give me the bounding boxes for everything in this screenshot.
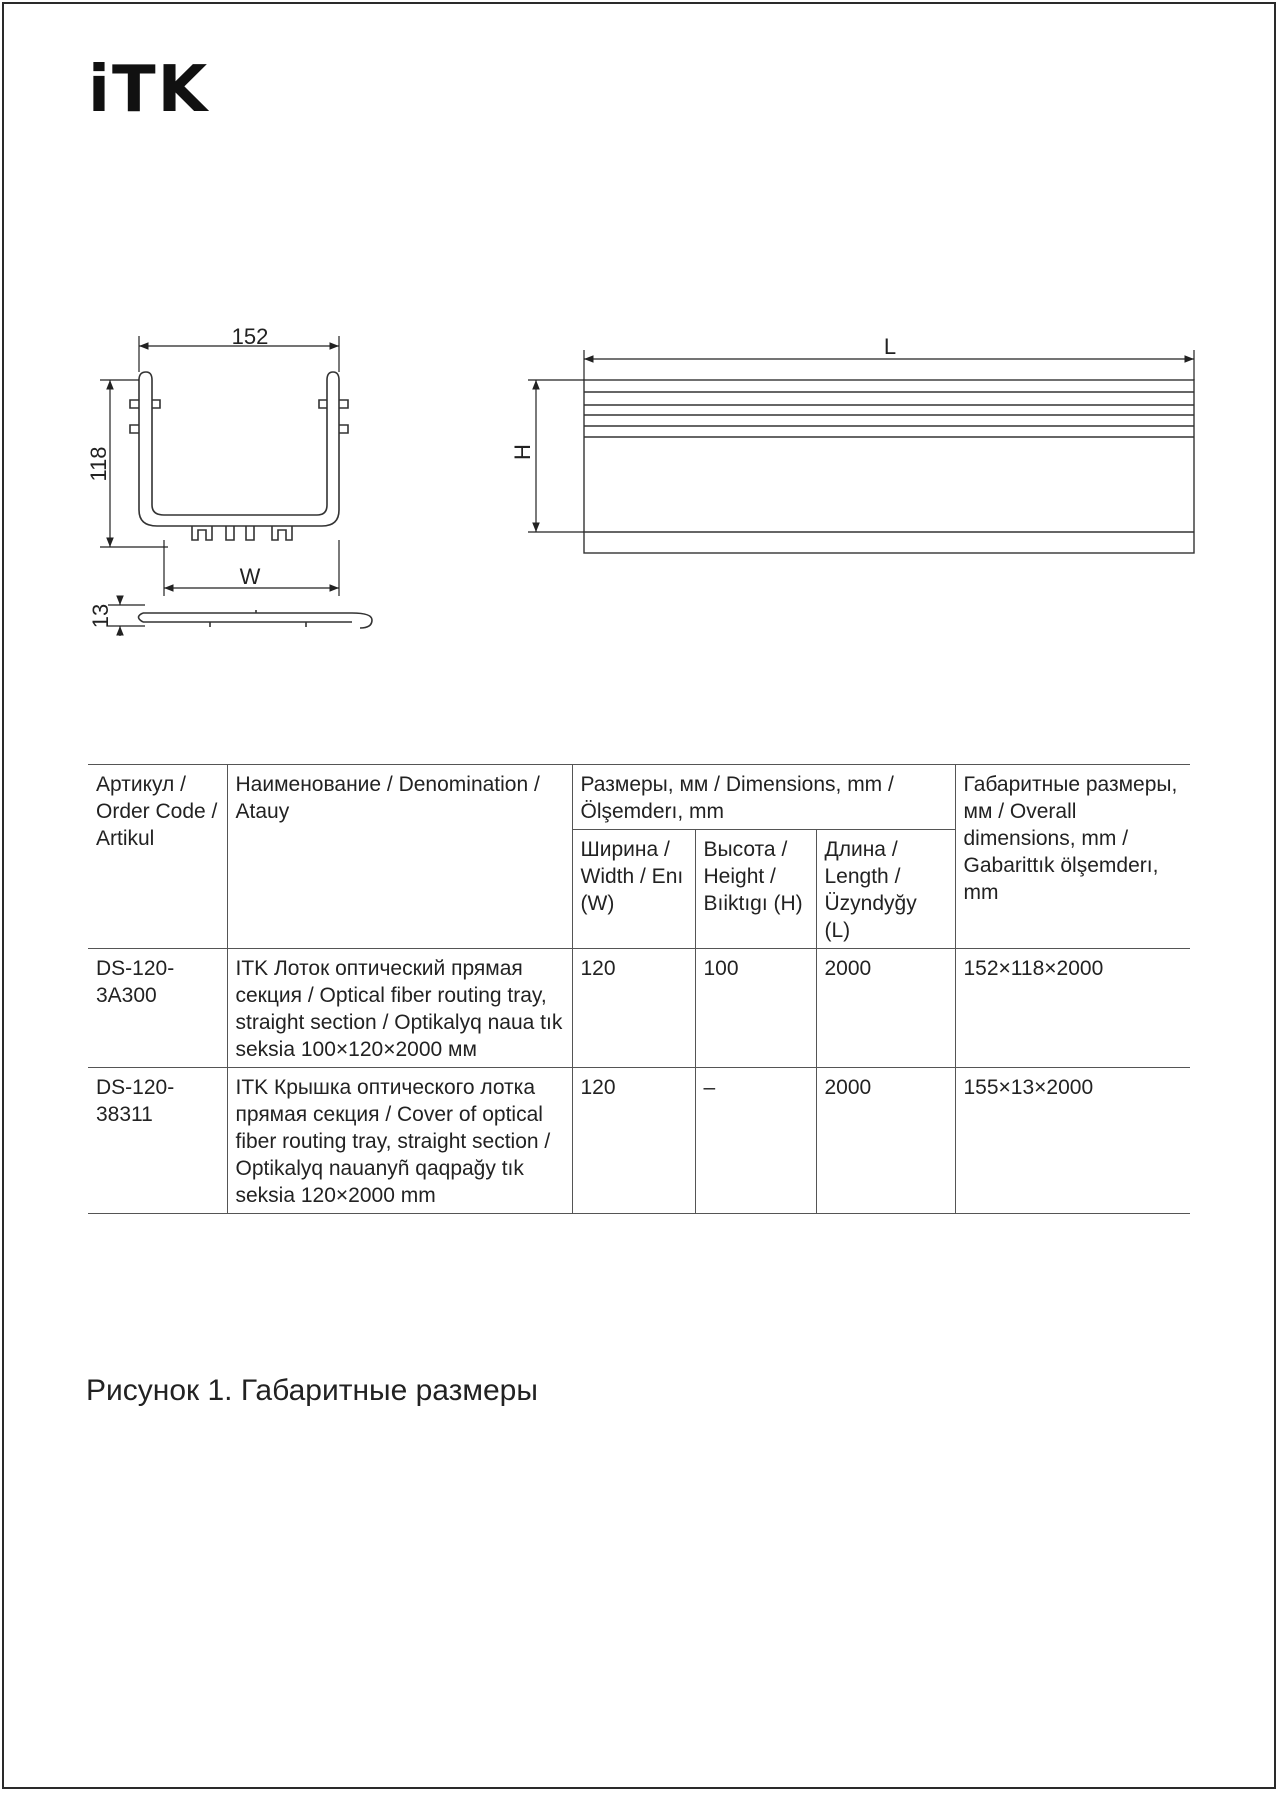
header-denomination: Наименование / Denomination / Atauy	[227, 765, 572, 949]
dim-label-152: 152	[231, 324, 269, 349]
cell-length: 2000	[816, 949, 955, 1068]
dim-label-w: W	[239, 564, 261, 589]
dimension-drawing	[0, 0, 1280, 700]
cell-code: DS-120-3A300	[88, 949, 227, 1068]
header-order-code: Артикул / Order Code / Artikul	[88, 765, 227, 949]
table-row	[88, 1068, 1190, 1214]
header-overall: Габаритные размеры, мм / Overall dimensions, mm / Gabarittık ölşemderı, mm	[955, 765, 1190, 949]
tray-cross-section	[130, 372, 348, 540]
dim-label-l: L	[883, 334, 897, 359]
cell-name: ITK Крышка оптического лотка прямая секция / Cover of optical fiber routing tray, straight section / Optikalyq nauanyñ qaqpağy tık seksia 120×2000 mm	[227, 1068, 572, 1214]
cell-overall: 155×13×2000	[955, 1068, 1190, 1214]
table-row	[88, 949, 1190, 1068]
cover-profile	[139, 610, 373, 628]
cell-name: ITK Лоток оптический прямая секция / Optical fiber routing tray, straight section / Optikalyq naua tık seksia 100×120×2000 мм	[227, 949, 572, 1068]
spec-table	[88, 764, 1190, 1214]
header-row-1	[88, 765, 1190, 830]
cell-height: –	[695, 1068, 816, 1214]
cell-height: 100	[695, 949, 816, 1068]
header-dimensions: Размеры, мм / Dimensions, mm / Ölşemderı, mm	[572, 765, 955, 830]
cell-width: 120	[572, 1068, 695, 1214]
dim-label-h: H	[510, 444, 535, 460]
cell-width: 120	[572, 949, 695, 1068]
dim-label-13: 13	[88, 603, 113, 629]
dim-label-118: 118	[86, 446, 111, 482]
cell-overall: 152×118×2000	[955, 949, 1190, 1068]
itk-logo: iTK	[88, 53, 210, 127]
header-height: Высота / Height / Bıiktıgı (H)	[695, 830, 816, 949]
tray-side-view	[584, 380, 1194, 553]
dim-h	[528, 380, 584, 532]
header-length: Длина / Length / Üzyndyğy (L)	[816, 830, 955, 949]
header-width: Ширина / Width / Enı (W)	[572, 830, 695, 949]
cell-length: 2000	[816, 1068, 955, 1214]
cell-code: DS-120-38311	[88, 1068, 227, 1214]
figure-caption: Рисунок 1. Габаритные размеры	[86, 1374, 538, 1407]
